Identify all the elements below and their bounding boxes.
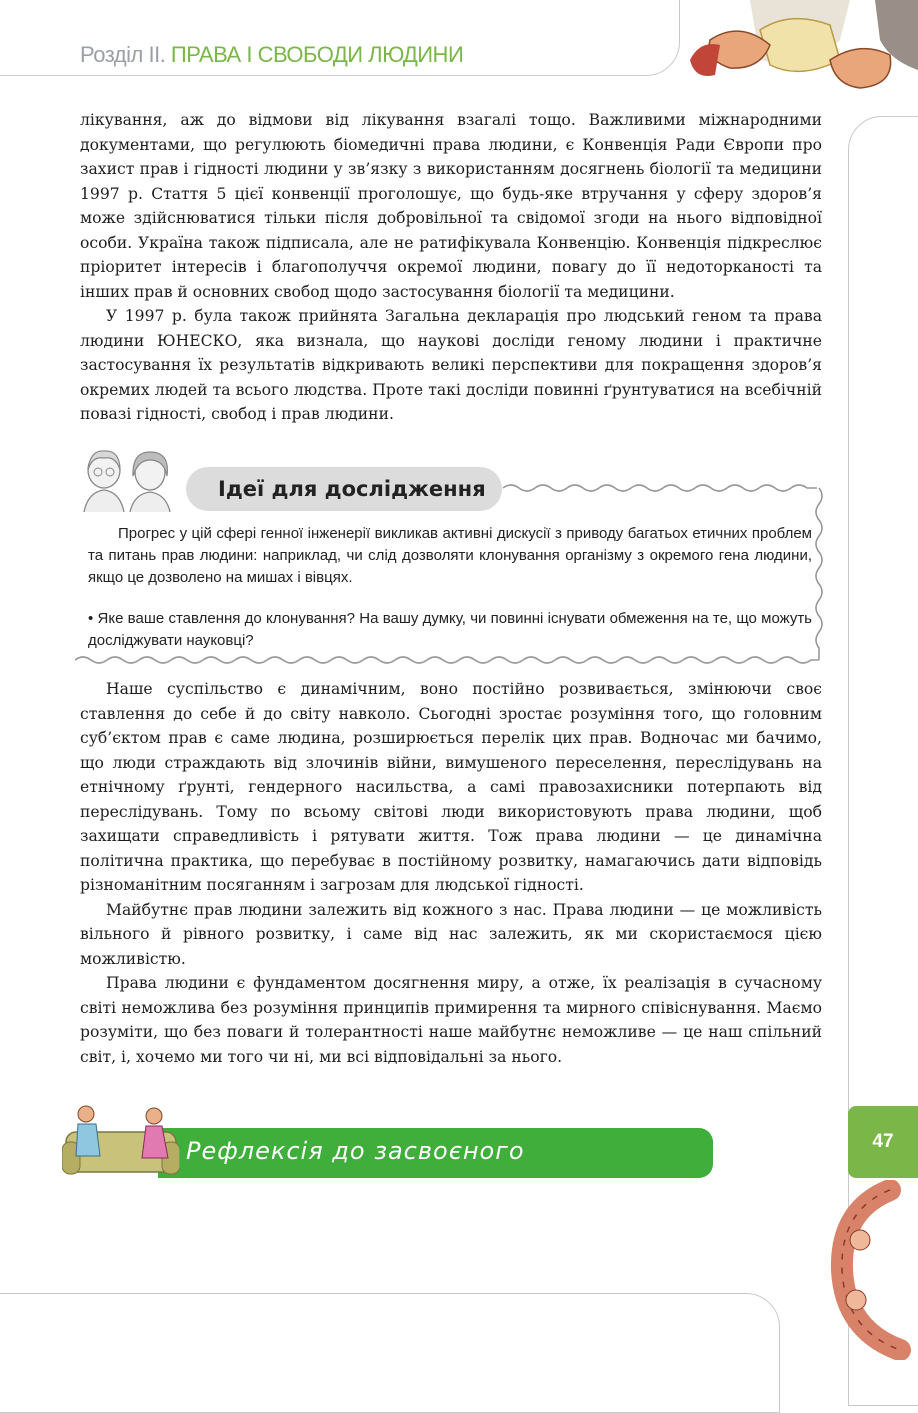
sofa-illustration [62, 1102, 180, 1182]
page-number: 47 [848, 1106, 918, 1178]
ideas-box-text: Прогрес у цій сфері генної інженерії викликав активні дискусії з приводу багатьох етичних проблем та питань прав людини: наприклад, чи слід дозволяти клонування організму з окремого гена людини, якщо це дозволено на мишах і вівцях. [88, 525, 812, 586]
paragraph: Майбутнє прав людини залежить від кожного з нас. Права людини — це можливість вільного й рівного розвитку, і саме від нас залежить, як ми скористаємося цією можливістю. [80, 900, 822, 968]
reflection-title: Рефлексія до засвоєного [186, 1137, 525, 1165]
ideas-box-title: Ідеї для дослідження [186, 467, 502, 511]
main-text-top [80, 108, 822, 427]
ideas-box-question: • Яке ваше ставлення до клонування? На вашу думку, чи повинні існувати обмеження на те, що можуть досліджувати науковці? [88, 610, 812, 649]
running-header [80, 42, 463, 68]
paragraph: У 1997 р. була також прийнята Загальна декларація про людський геном та права людини ЮНЕСКО, яка визнала, що наукові досліди геному людини і практичне застосування їх результатів відкривають великі перспективи для покращення здоров’я окремих людей та всього людства. Проте такі досліди повинні ґрунтуватися на всебічній повазі гідності, свобод і прав людини. [80, 307, 822, 423]
paragraph: Права людини є фундаментом досягнення миру, а отже, їх реалізація в сучасному світі неможлива без розуміння принципів примирення та мирного співіснування. Маємо розуміти, що без поваги й толерантності наше майбутнє неможливе — це наш спільний світ, і, хочемо ми того чи ні, ми всі відповідальні за нього. [80, 974, 822, 1066]
handshake-illustration [690, 0, 918, 100]
main-text-bottom [80, 677, 822, 1069]
hands-circle-illustration [820, 1180, 918, 1360]
portraits-icon [78, 448, 178, 514]
section-label: Розділ ІІ. [80, 42, 171, 67]
paragraph: лікування, аж до відмови від лікування взагалі тощо. Важливими міжнародними документами, що регулюють біомедичні права людини, є Конвенція Ради Європи про захист прав і гідності людини у зв’язку з використанням досягнень біології та медицини 1997 р. Стаття 5 цієї конвенції проголошує, що будь-яке втручання у сферу здоров’я може здійснюватися тільки після добровільної та свідомої згоди на нього відповідної особи. Україна також підписала, але не ратифікувала Конвенцію. Конвенція підкреслює пріоритет інтересів і благополуччя окремої людини, повагу до її недоторканості та інших прав й основних свобод щодо застосування біології та медицини. [80, 111, 822, 301]
paragraph: Наше суспільство є динамічним, воно постійно розвивається, змінюючи своє ставлення до себе й до світу навколо. Сьогодні зростає розуміння того, що головним суб’єктом прав є саме людина, розширюється перелік цих прав. Водночас ми бачимо, що люди страждають від злочинів війни, вимушеного переселення, переслідувань на етнічному ґрунті, гендерного насильства, а самі правозахисники потерпають від переслідувань. Тому по всьому світові люди використовують права людини, щоб захищати справедливість і рятувати життя. Тож права людини — це динамічна політична практика, що перебуває в постійному розвитку, намагаючись дати відповідь різноманітним посяганням і загрозам для людської гідності. [80, 680, 822, 894]
page-frame-bottom [0, 1293, 780, 1413]
section-title: ПРАВА І СВОБОДИ ЛЮДИНИ [170, 42, 464, 67]
